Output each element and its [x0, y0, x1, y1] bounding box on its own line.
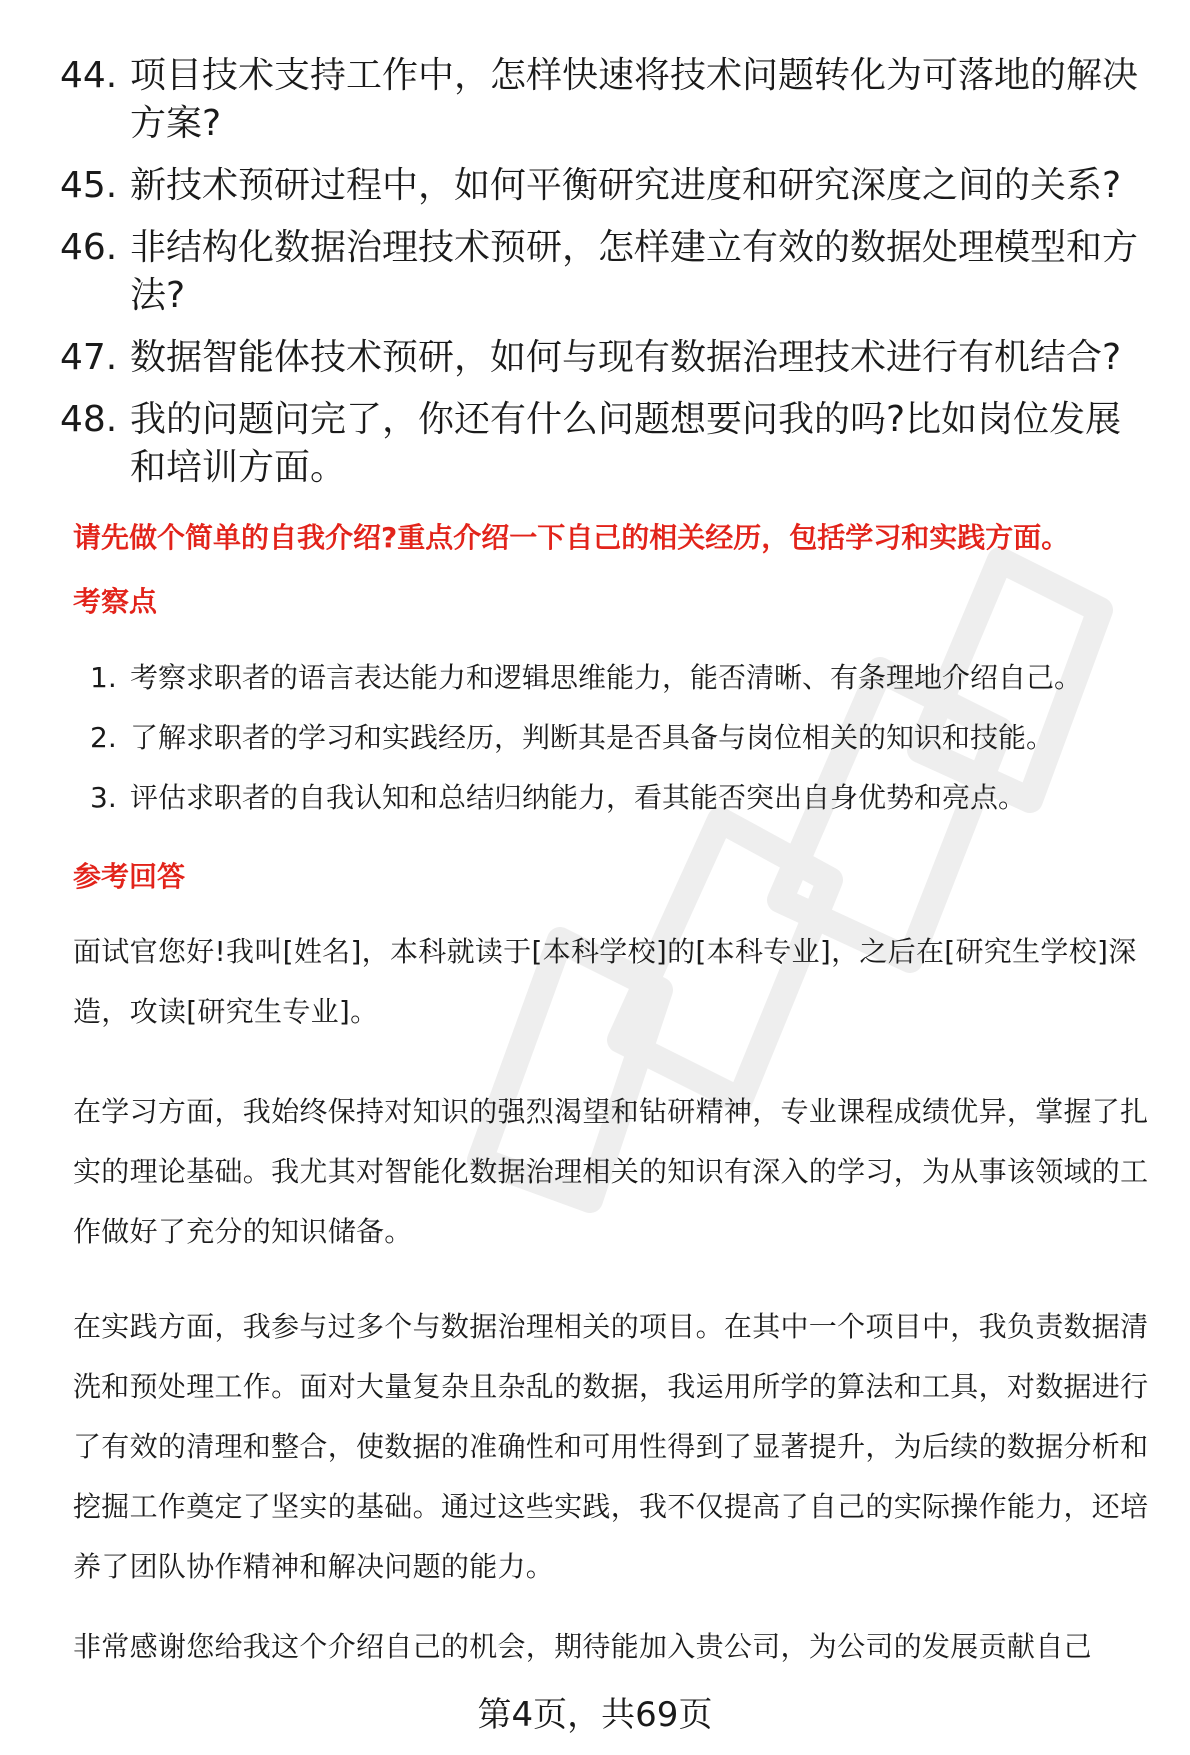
focus-point-number: 2. [90, 721, 117, 754]
question-item [0, 224, 1190, 320]
question-list [0, 52, 1190, 506]
focus-points-list [0, 658, 1190, 838]
question-item [0, 52, 1190, 148]
section-question-heading: 请先做个简单的自我介绍?重点介绍一下自己的相关经历，包括学习和实践方面。 [73, 521, 1070, 554]
focus-point-text: 评估求职者的自我认知和总结归纳能力，看其能否突出自身优势和亮点。 [130, 781, 1027, 814]
question-text: 数据智能体技术预研，如何与现有数据治理技术进行有机结合? [130, 337, 1122, 378]
question-item [0, 396, 1190, 492]
question-text: 新技术预研过程中，如何平衡研究进度和研究深度之间的关系? [130, 165, 1122, 206]
answer-heading: 参考回答 [73, 860, 186, 893]
focus-point-text: 了解求职者的学习和实践经历，判断其是否具备与岗位相关的知识和技能。 [130, 721, 1055, 754]
focus-point-item [0, 718, 1190, 758]
answer-paragraph: 非常感谢您给我这个介绍自己的机会，期待能加入贵公司，为公司的发展贡献自己 [73, 1630, 1092, 1663]
question-item [0, 334, 1190, 382]
answer-paragraph: 面试官您好!我叫[姓名]，本科就读于[本科学校]的[本科专业]，之后在[研究生学校]深造，攻读[研究生专业]。 [73, 935, 1137, 1028]
question-number: 46. [60, 227, 118, 268]
focus-heading: 考察点 [73, 585, 158, 618]
question-item [0, 162, 1190, 210]
focus-point-number: 1. [90, 661, 117, 694]
question-text: 非结构化数据治理技术预研，怎样建立有效的数据处理模型和方法? [130, 227, 1139, 316]
page-footer: 第4页，共69页 [477, 1695, 713, 1735]
focus-point-item [0, 658, 1190, 698]
question-number: 45. [60, 165, 118, 206]
focus-point-text: 考察求职者的语言表达能力和逻辑思维能力，能否清晰、有条理地介绍自己。 [130, 661, 1083, 694]
question-number: 47. [60, 337, 118, 378]
question-text: 项目技术支持工作中，怎样快速将技术问题转化为可落地的解决方案? [130, 55, 1139, 144]
question-text: 我的问题问完了，你还有什么问题想要问我的吗?比如岗位发展和培训方面。 [130, 399, 1122, 488]
focus-point-item [0, 778, 1190, 818]
question-number: 44. [60, 55, 118, 96]
answer-paragraph: 在学习方面，我始终保持对知识的强烈渴望和钻研精神，专业课程成绩优异，掌握了扎实的理论基础。我尤其对智能化数据治理相关的知识有深入的学习，为从事该领域的工作做好了充分的知识储备。 [73, 1095, 1149, 1248]
answer-paragraph: 在实践方面，我参与过多个与数据治理相关的项目。在其中一个项目中，我负责数据清洗和预处理工作。面对大量复杂且杂乱的数据，我运用所学的算法和工具，对数据进行了有效的清理和整合，使数据的准确性和可用性得到了显著提升，为后续的数据分析和挖掘工作奠定了坚实的基础。通过这些实践，我不仅提高了自己的实际操作能力，还培养了团队协作精神和解决问题的能力。 [73, 1310, 1149, 1583]
focus-point-number: 3. [90, 781, 117, 814]
question-number: 48. [60, 399, 118, 440]
